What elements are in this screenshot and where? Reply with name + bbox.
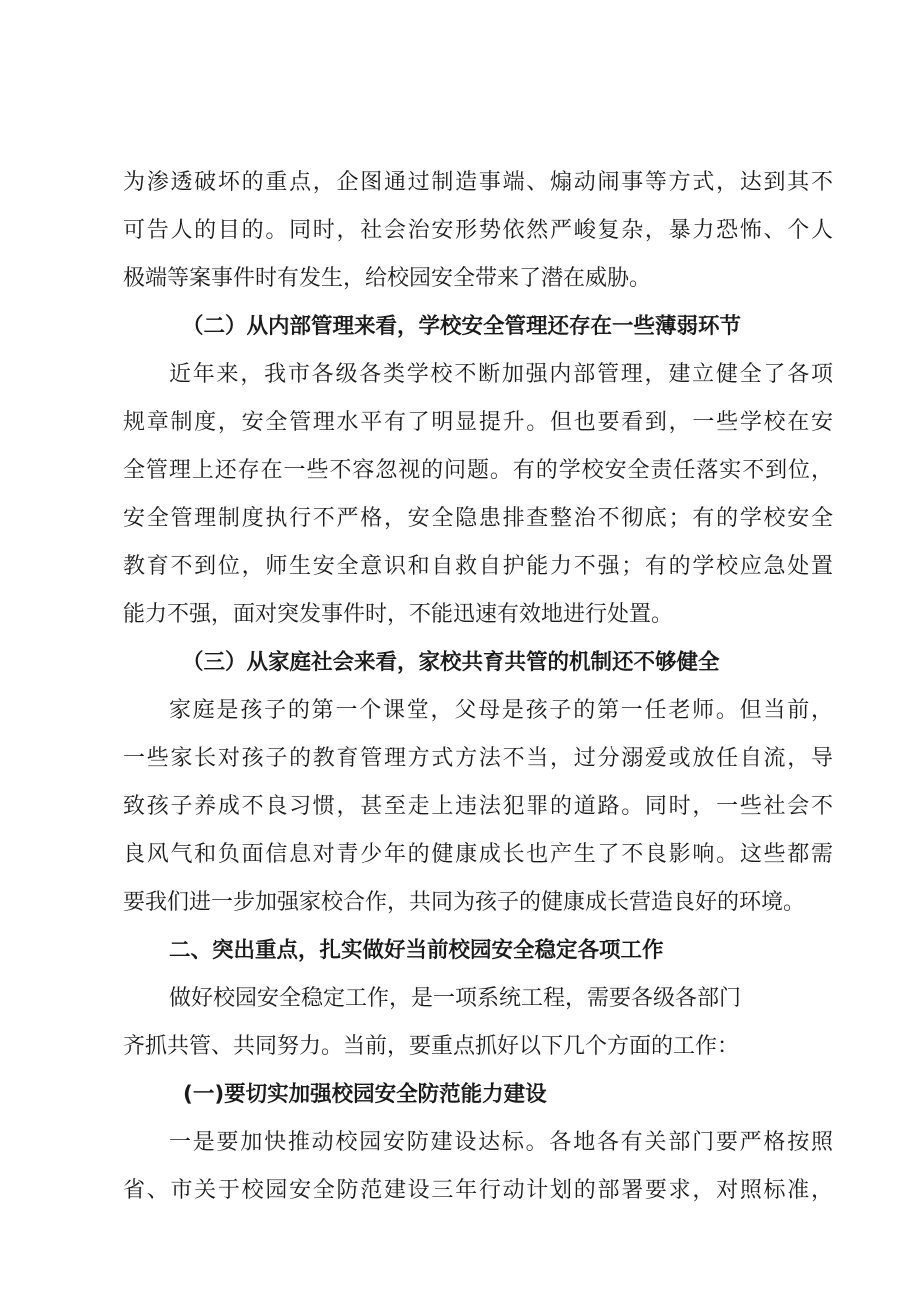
section-heading: （二）从内部管理来看，学校安全管理还存在一些薄弱环节 [182,314,742,339]
paragraph-line: 要我们进一步加强家校合作，共同为孩子的健康成长营造良好的环境。 [123,890,806,915]
paragraph-line: 家庭是孩子的第一个课堂，父母是孩子的第一任老师。但当前， [169,698,833,723]
paragraph-line: 极端等案事件时有发生，给校园安全带来了潜在威胁。 [123,266,652,291]
chapter-heading: 二、突出重点，扎实做好当前校园安全稳定各项工作 [169,938,664,963]
paragraph-line: 能力不强，面对突发事件时，不能迅速有效地进行处置。 [123,602,674,627]
paragraph-line: 做好校园安全稳定工作，是一项系统工程，需要各级各部门 [169,986,742,1011]
paragraph-line: 省、市关于校园安全防范建设三年行动计划的部署要求，对照标准， [123,1178,833,1203]
paragraph-line: 良风气和负面信息对青少年的健康成长也产生了不良影响。这些都需 [123,842,833,867]
paragraph-line: 规章制度，安全管理水平有了明显提升。但也要看到，一些学校在安 [123,410,833,435]
paragraph-line: 一些家长对孩子的教育管理方式方法不当，过分溺爱或放任自流，导 [123,746,833,771]
paragraph-line: 为渗透破坏的重点，企图通过制造事端、煽动闹事等方式，达到其不 [123,170,833,195]
subsection-heading: (一)要切实加强校园安全防范能力建设 [183,1082,547,1107]
paragraph-line: 近年来，我市各级各类学校不断加强内部管理，建立健全了各项 [169,362,833,387]
paragraph-line: 教育不到位，师生安全意识和自救自护能力不强；有的学校应急处置 [123,554,833,579]
paragraph-line: 安全管理制度执行不严格，安全隐患排查整治不彻底；有的学校安全 [123,506,833,531]
paragraph-line: 一是要加快推动校园安防建设达标。各地各有关部门要严格按照 [169,1130,833,1155]
paragraph-line: 全管理上还存在一些不容忽视的问题。有的学校安全责任落实不到位， [123,458,833,483]
paragraph-line: 致孩子养成不良习惯，甚至走上违法犯罪的道路。同时，一些社会不 [123,794,833,819]
paragraph-line: 可告人的目的。同时，社会治安形势依然严峻复杂，暴力恐怖、个人 [123,218,833,243]
section-heading: （三）从家庭社会来看，家校共育共管的机制还不够健全 [182,650,720,675]
paragraph-line: 齐抓共管、共同努力。当前，要重点抓好以下几个方面的工作： [123,1034,740,1059]
